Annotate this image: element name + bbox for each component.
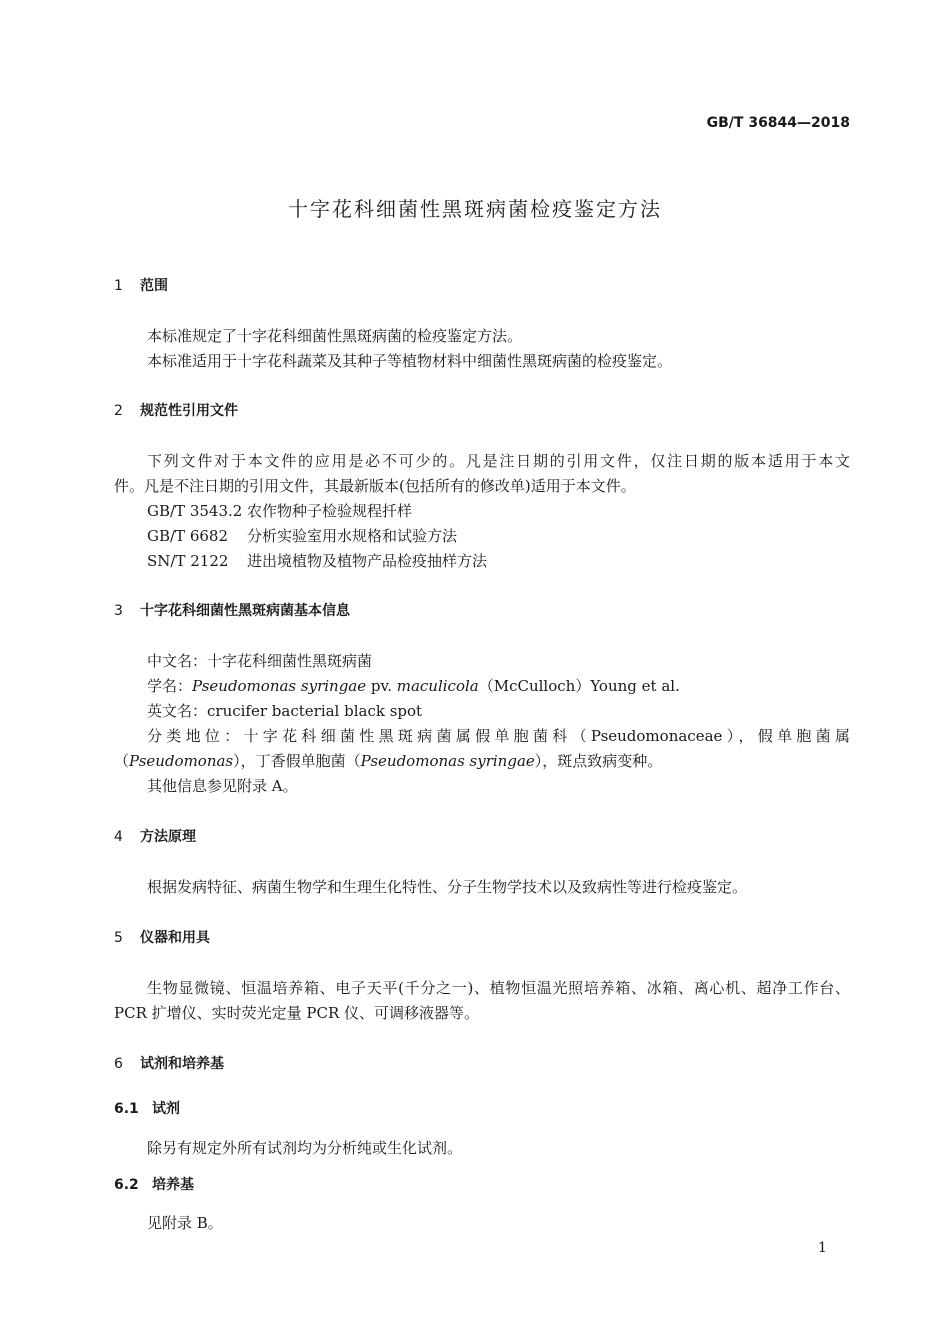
scientific-name [147, 676, 680, 696]
section-number: 6.1 [114, 1101, 139, 1117]
english-name: 英文名：crucifer bacterial black spot [147, 702, 423, 720]
paragraph: 见附录 B。 [147, 1214, 223, 1232]
standard-number: GB/T 36844—2018 [706, 115, 850, 131]
other-info: 其他信息参见附录 A。 [147, 777, 298, 795]
page-title: 十字花科细菌性黑斑病菌检疫鉴定方法 [288, 197, 662, 221]
genus: Pseudomonas [129, 752, 234, 770]
section-number: 6 [114, 1056, 123, 1072]
reference-code: GB/T 3543.2 [147, 502, 243, 520]
section-6-2-heading [114, 1175, 194, 1195]
section-number: 1 [114, 278, 123, 294]
section-title: 方法原理 [140, 829, 196, 845]
reference-title: 进出境植物及植物产品检疫抽样方法 [247, 552, 488, 570]
reference-title: 分析实验室用水规格和试验方法 [247, 527, 458, 545]
paragraph: 除另有规定外所有试剂均为分析纯或生化试剂。 [147, 1139, 463, 1157]
label: 学名： [147, 677, 193, 695]
paragraph: 生物显微镜、恒温培养箱、电子天平(千分之一)、植物恒温光照培养箱、冰箱、离心机、超净工作台、 [147, 979, 850, 997]
paragraph: 件。凡是不注日期的引用文件，其最新版本(包括所有的修改单)适用于本文件。 [114, 477, 636, 495]
section-number: 4 [114, 829, 123, 845]
page-number: 1 [818, 1240, 827, 1256]
text: ），丁香假单胞菌（ [233, 752, 361, 770]
paragraph: PCR 扩增仪、实时荧光定量 PCR 仪、可调移液器等。 [114, 1004, 480, 1022]
paragraph: 下列文件对于本文件的应用是必不可少的。凡是注日期的引用文件，仅注日期的版本适用于本文 [147, 452, 850, 470]
reference-item [147, 501, 412, 521]
reference-item [147, 526, 457, 546]
section-3-heading [114, 601, 350, 621]
section-title: 范围 [140, 278, 168, 294]
reference-title: 农作物种子检验规程扦样 [247, 502, 413, 520]
species: Pseudomonas syringae [360, 752, 535, 770]
species: Pseudomonas syringae [192, 677, 367, 695]
text: ），斑点致病变种。 [534, 752, 663, 770]
section-number: 3 [114, 603, 123, 619]
section-1-heading [114, 276, 168, 296]
section-4-heading [114, 827, 196, 847]
paragraph: 根据发病特征、病菌生物学和生理生化特性、分子生物学技术以及致病性等进行检疫鉴定。 [147, 878, 748, 896]
section-title: 仪器和用具 [140, 930, 210, 946]
section-title: 试剂和培养基 [140, 1056, 224, 1072]
taxonomy-line [114, 751, 662, 771]
section-number: 6.2 [114, 1177, 139, 1193]
reference-code: SN/T 2122 [147, 552, 229, 570]
section-title: 培养基 [152, 1177, 194, 1193]
authority: （McCulloch）Young et al. [478, 677, 680, 695]
section-number: 2 [114, 403, 123, 419]
section-2-heading [114, 401, 238, 421]
section-title: 试剂 [152, 1101, 180, 1117]
taxonomy-line: 分类地位：十字花科细菌性黑斑病菌属假单胞菌科（Pseudomonaceae），假单胞菌属 [147, 727, 850, 745]
section-6-heading [114, 1054, 224, 1074]
section-number: 5 [114, 930, 123, 946]
paragraph: 本标准适用于十字花科蔬菜及其种子等植物材料中细菌性黑斑病菌的检疫鉴定。 [147, 352, 673, 370]
pv: pv. [366, 677, 397, 695]
pathovar: maculicola [396, 677, 479, 695]
reference-item [147, 551, 487, 571]
section-5-heading [114, 928, 210, 948]
text: （ [114, 752, 130, 770]
section-6-1-heading [114, 1099, 180, 1119]
section-title: 规范性引用文件 [140, 403, 238, 419]
section-title: 十字花科细菌性黑斑病菌基本信息 [140, 603, 350, 619]
chinese-name: 中文名：十字花科细菌性黑斑病菌 [147, 652, 373, 670]
paragraph: 本标准规定了十字花科细菌性黑斑病菌的检疫鉴定方法。 [147, 327, 523, 345]
reference-code: GB/T 6682 [147, 527, 229, 545]
